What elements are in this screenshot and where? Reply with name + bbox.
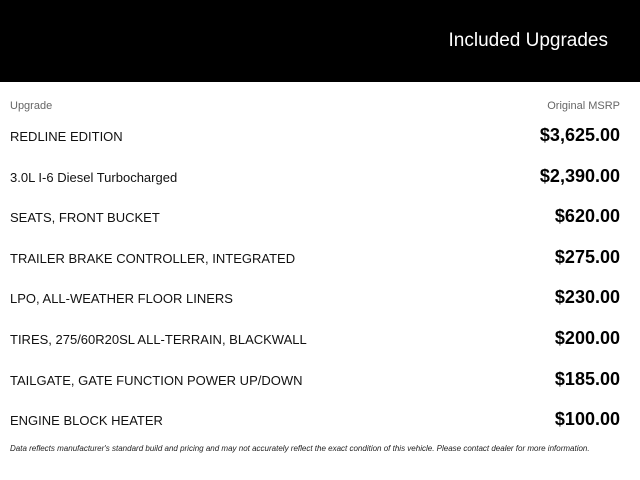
upgrade-price: $230.00 [554,287,620,308]
upgrade-name: LPO, ALL-WEATHER FLOOR LINERS [10,291,233,307]
disclaimer-text: Data reflects manufacturer's standard build and pricing and may not accurately reflect the exact condition of this vehicle. Please contact dealer for more information. [10,444,590,453]
upgrade-row [0,237,640,278]
upgrade-row [0,277,640,318]
page-title: Included Upgrades [448,30,608,51]
upgrade-price: $2,390.00 [539,165,620,186]
upgrade-row [0,359,640,400]
upgrade-price: $620.00 [554,206,620,227]
upgrades-list [0,115,640,440]
upgrade-name: SEATS, FRONT BUCKET [10,210,160,226]
upgrade-name: REDLINE EDITION [10,129,123,144]
upgrade-price: $275.00 [554,246,620,267]
header-bar [0,0,640,82]
upgrade-name: TRAILER BRAKE CONTROLLER, INTEGRATED [10,250,296,266]
upgrade-row [0,318,640,359]
upgrade-name: 3.0L I-6 Diesel Turbocharged [10,169,178,185]
upgrade-price: $185.00 [554,368,620,389]
column-header-upgrade: Upgrade [10,100,53,112]
upgrade-name: TAILGATE, GATE FUNCTION POWER UP/DOWN [10,372,303,388]
upgrade-row [0,196,640,237]
upgrade-price: $100.00 [554,409,620,430]
upgrade-name: TIRES, 275/60R20SL ALL-TERRAIN, BLACKWALL [10,331,307,347]
upgrade-name: ENGINE BLOCK HEATER [10,413,163,429]
upgrade-price: $200.00 [554,327,620,348]
upgrade-row [0,399,640,440]
column-header-msrp: Original MSRP [547,100,620,112]
upgrade-row [0,115,640,156]
upgrade-price: $3,625.00 [539,125,620,145]
upgrade-row [0,156,640,197]
